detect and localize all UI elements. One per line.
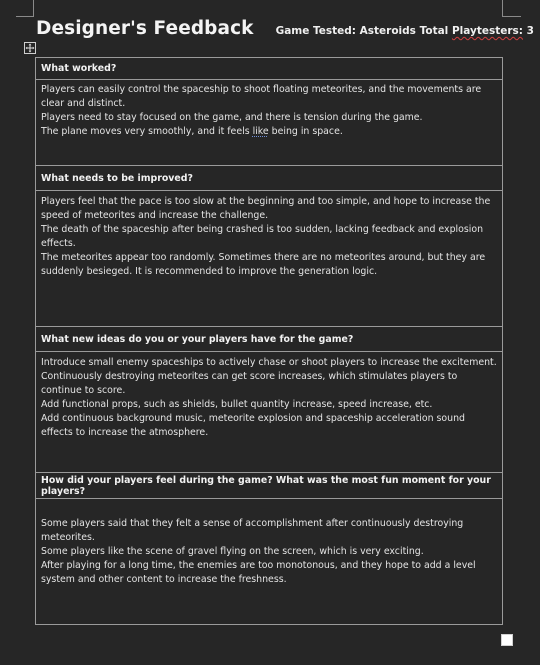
- grammar-flagged-word: like: [252, 125, 269, 137]
- table-resize-handle-icon[interactable]: [501, 634, 513, 646]
- question-what-worked[interactable]: [36, 58, 502, 80]
- answer-line: Introduce small enemy spaceships to actively chase or shoot players to increase the excitement.: [41, 357, 497, 368]
- page-title: Designer's Feedback: [36, 18, 254, 39]
- answer-line: The death of the spaceship after being crashed is too sudden, lacking feedback and explosion effects.: [41, 223, 484, 249]
- answer-player-feelings[interactable]: [36, 499, 502, 624]
- question-text: How did your players feel during the game? What was the most fun moment for your players?: [41, 474, 491, 497]
- page-corner-mark-top-left: [16, 0, 34, 17]
- question-text: What new ideas do you or your players have for the game?: [41, 333, 354, 345]
- page-corner-mark-top-right: [502, 0, 521, 17]
- playtesters-word: Playtesters:: [451, 25, 523, 37]
- game-tested-label: Game Tested: Asteroids: [275, 25, 416, 37]
- question-player-feelings[interactable]: [36, 473, 502, 499]
- answer-what-worked[interactable]: [36, 80, 502, 166]
- four-arrow-move-icon: [25, 43, 35, 53]
- answer-line: Players need to stay focused on the game, and there is tension during the game.: [41, 111, 423, 123]
- answer-line: Continuously destroying meteorites can get score increases, which stimulates players to continue to score.: [41, 370, 458, 396]
- answer-line: After playing for a long time, the enemies are too monotonous, and they hope to add a level system and other content to increase the freshness.: [41, 559, 476, 585]
- game-tested-info: [276, 25, 534, 37]
- feedback-table: [35, 57, 503, 625]
- playtesters-count: 3: [526, 25, 534, 37]
- answer-line: Players feel that the pace is too slow at the beginning and too simple, and hope to increase the speed of meteorites and increase the challenge.: [41, 196, 491, 221]
- answer-line: Some players like the scene of gravel flying on the screen, which is very exciting.: [41, 545, 424, 557]
- answer-line: Add continuous background music, meteorite explosion and spaceship acceleration sound effects to increase the atmosphere.: [41, 412, 465, 438]
- answer-new-ideas[interactable]: [36, 352, 502, 473]
- question-text: What worked?: [41, 63, 117, 74]
- document-header: [36, 18, 534, 39]
- answer-line: [41, 125, 497, 139]
- question-text: What needs to be improved?: [41, 172, 193, 184]
- answer-line: Add functional props, such as shields, bullet quantity increase, speed increase, etc.: [41, 398, 433, 410]
- answer-line: Some players said that they felt a sense of accomplishment after continuously destroying meteorites.: [41, 518, 464, 543]
- answer-text-segment: being in space.: [268, 125, 343, 137]
- playtesters-prefix: Total: [419, 25, 449, 37]
- answer-needs-improvement[interactable]: [36, 191, 502, 327]
- question-needs-improvement[interactable]: [36, 166, 502, 191]
- question-new-ideas[interactable]: [36, 327, 502, 352]
- answer-line: Players can easily control the spaceship to shoot floating meteorites, and the movements are clear and distinct.: [41, 84, 482, 109]
- answer-text-segment: The plane moves very smoothly, and it feels: [41, 125, 253, 137]
- answer-line: The meteorites appear too randomly. Sometimes there are no meteorites around, but they are suddenly besieged. It is recommended to improve the generation logic.: [41, 251, 486, 277]
- table-move-handle-icon[interactable]: [24, 42, 36, 54]
